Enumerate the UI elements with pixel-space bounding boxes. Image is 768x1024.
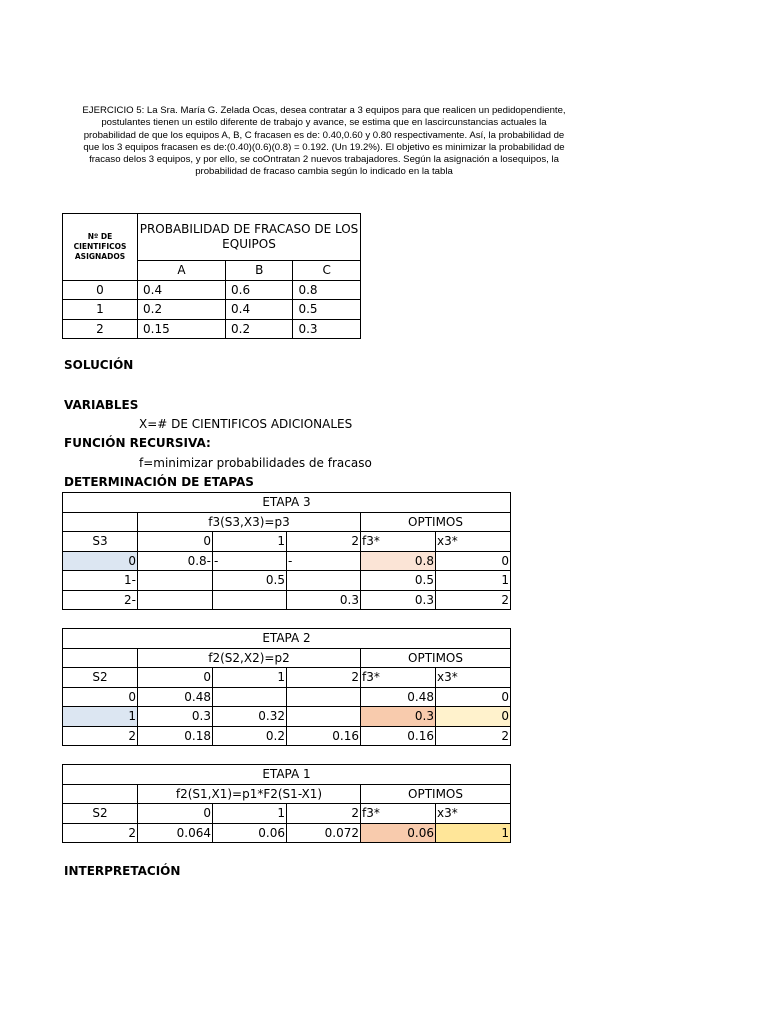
stage-2-table (62, 628, 511, 746)
state-value: 2 (63, 726, 138, 746)
optimal-decision-header: x3* (436, 668, 511, 688)
optimos-header: OPTIMOS (361, 512, 511, 532)
table-row (63, 571, 511, 591)
cell: 0.2 (213, 726, 287, 746)
cell: 0.3 (287, 590, 361, 610)
cell: 0.8- (138, 551, 213, 571)
table-row (63, 319, 361, 339)
cell: 0.4 (226, 300, 293, 320)
optimal-value-header: f3* (361, 668, 436, 688)
state-header: S3 (63, 532, 138, 552)
optimal-value: 0.3 (361, 590, 436, 610)
column-header-c: C (293, 261, 361, 281)
cell: 0.06 (213, 823, 287, 843)
stages-heading: DETERMINACIÓN DE ETAPAS (64, 475, 254, 489)
cell: 0.4 (138, 280, 226, 300)
state-value: 0 (63, 551, 138, 571)
decision-header: 0 (138, 668, 213, 688)
stage-function: f2(S2,X2)=p2 (138, 648, 361, 668)
optimal-value-header: f3* (361, 804, 436, 824)
cell: 0.5 (213, 571, 287, 591)
state-header: S2 (63, 668, 138, 688)
state-value: 2- (63, 590, 138, 610)
statement-line: probabilidad de fracaso cambia según lo indicado en la tabla (195, 166, 453, 178)
state-value: 1- (63, 571, 138, 591)
optimal-decision: 0 (436, 551, 511, 571)
optimal-value: 0.06 (361, 823, 436, 843)
cell: 0.5 (293, 300, 361, 320)
optimal-decision-header: x3* (436, 532, 511, 552)
cell (287, 571, 361, 591)
decision-header: 1 (213, 804, 287, 824)
decision-header: 0 (138, 532, 213, 552)
column-header-b: B (226, 261, 293, 281)
cell (138, 590, 213, 610)
cell: 0.16 (287, 726, 361, 746)
cell: 0.32 (213, 707, 287, 727)
table-row (63, 823, 511, 843)
cell: 0.48 (138, 687, 213, 707)
stage-function: f2(S1,X1)=p1*F2(S1-X1) (138, 784, 361, 804)
table-row (63, 707, 511, 727)
variable-definition: X=# DE CIENTIFICOS ADICIONALES (139, 417, 353, 431)
optimal-decision: 1 (436, 571, 511, 591)
optimal-decision: 1 (436, 823, 511, 843)
interpretation-heading: INTERPRETACIÓN (64, 864, 181, 878)
statement-line: fracaso delos 3 equipos, y por ello, se coOntratan 2 nuevos trabajadores. Según la asignación a losequipos, la (89, 154, 559, 166)
recursive-function-definition: f=minimizar probabilidades de fracaso (139, 456, 372, 470)
decision-header: 1 (213, 532, 287, 552)
table-row (63, 300, 361, 320)
statement-line: EJERCICIO 5: La Sra. María G. Zelada Ocas, desea contratar a 3 equipos para que realicen un pedidopendiente, (82, 105, 566, 116)
optimal-value-header: f3* (361, 532, 436, 552)
state-value: 2 (63, 823, 138, 843)
optimal-value: 0.16 (361, 726, 436, 746)
decision-header: 0 (138, 804, 213, 824)
cell: 0.15 (138, 319, 226, 339)
optimal-value: 0.3 (361, 707, 436, 727)
empty-cell (63, 512, 138, 532)
stage-title: ETAPA 1 (63, 765, 511, 785)
table-row (63, 551, 511, 571)
optimos-header: OPTIMOS (361, 648, 511, 668)
cell: 0.8 (293, 280, 361, 300)
statement-line: probabilidad de que los equipos A, B, C fracasen es de: 0.40,0.60 y 0.80 respectivamente. Así, la probabilidad de (83, 129, 565, 141)
state-value: 0 (63, 687, 138, 707)
decision-header: 1 (213, 668, 287, 688)
optimal-value: 0.5 (361, 571, 436, 591)
table-row (63, 590, 511, 610)
optimal-decision-header: x3* (436, 804, 511, 824)
state-header: S2 (63, 804, 138, 824)
cell (287, 707, 361, 727)
assigned-scientists-header (63, 214, 138, 281)
stage-title: ETAPA 3 (63, 493, 511, 513)
cell: 0.3 (293, 319, 361, 339)
cell: - (213, 551, 287, 571)
solution-heading: SOLUCIÓN (64, 358, 134, 372)
optimal-decision: 2 (436, 726, 511, 746)
cell (213, 687, 287, 707)
optimal-decision: 2 (436, 590, 511, 610)
cell: 0.18 (138, 726, 213, 746)
table-row (63, 726, 511, 746)
cell: - (287, 551, 361, 571)
cell: 0.072 (287, 823, 361, 843)
optimal-decision: 0 (436, 707, 511, 727)
exercise-statement (66, 105, 582, 179)
corner-line: ASIGNADOS (74, 251, 126, 261)
stage-function: f3(S3,X3)=p3 (138, 512, 361, 532)
recursive-function-heading: FUNCIÓN RECURSIVA: (64, 436, 211, 450)
corner-line: CIENTIFICOS (73, 241, 127, 251)
cell (138, 571, 213, 591)
empty-cell (63, 784, 138, 804)
column-header-a: A (138, 261, 226, 281)
optimal-value: 0.8 (361, 551, 436, 571)
variables-heading: VARIABLES (64, 398, 139, 412)
cell (213, 590, 287, 610)
cell: 0.3 (138, 707, 213, 727)
statement-line: que los 3 equipos fracasen es de:(0.40)(0.6)(0.8) = 0.192. (Un 19.2%). El objetivo es minimizar la probabilidad de (83, 141, 565, 153)
failure-probability-table (62, 213, 361, 339)
statement-line: postulantes tienen un estilo diferente de trabajo y avance, se estima que en lascircunstancias actuales la (101, 117, 547, 129)
row-count: 1 (63, 300, 138, 320)
cell: 0.6 (226, 280, 293, 300)
empty-cell (63, 648, 138, 668)
cell: 0.2 (138, 300, 226, 320)
stage-1-table (62, 764, 511, 843)
cell: 0.2 (226, 319, 293, 339)
table-title: PROBABILIDAD DE FRACASO DE LOS EQUIPOS (138, 214, 361, 261)
table-row (63, 687, 511, 707)
state-value: 1 (63, 707, 138, 727)
row-count: 2 (63, 319, 138, 339)
stage-3-table (62, 492, 511, 610)
optimal-value: 0.48 (361, 687, 436, 707)
cell (287, 687, 361, 707)
decision-header: 2 (287, 532, 361, 552)
cell: 0.064 (138, 823, 213, 843)
decision-header: 2 (287, 668, 361, 688)
decision-header: 2 (287, 804, 361, 824)
optimal-decision: 0 (436, 687, 511, 707)
row-count: 0 (63, 280, 138, 300)
table-row (63, 280, 361, 300)
corner-line: Nº DE (87, 231, 113, 241)
optimos-header: OPTIMOS (361, 784, 511, 804)
stage-title: ETAPA 2 (63, 629, 511, 649)
